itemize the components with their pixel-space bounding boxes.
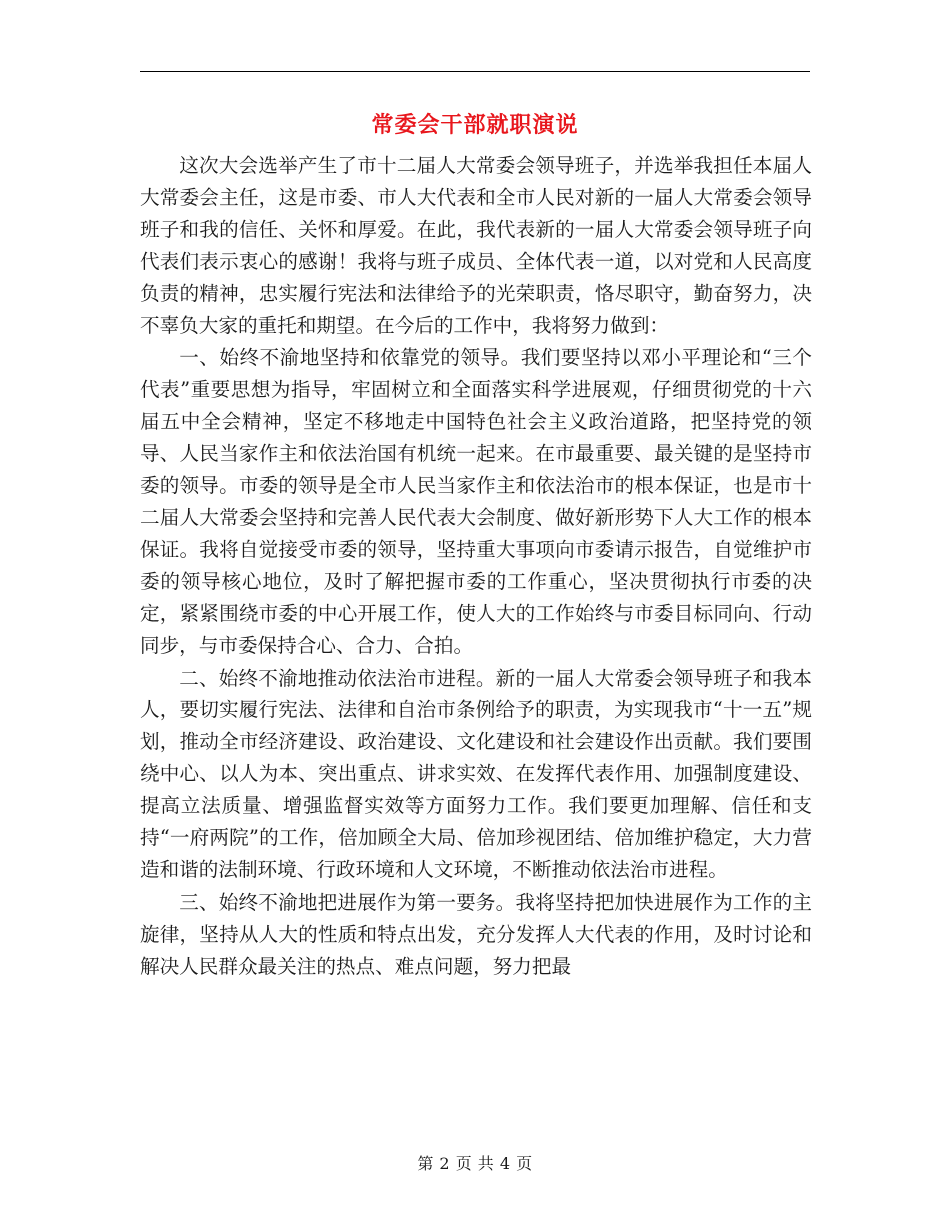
paragraph-intro: 这次大会选举产生了市十二届人大常委会领导班子，并选举我担任本届人大常委会主任，这是市委、市人大代表和全市人民对新的一届人大常委会领导班子和我的信任、关怀和厚爱。在此，我代表新的一届人大常委会领导班子向代表们表示衷心的感谢！我将与班子成员、全体代表一道，以对党和人民高度负责的精神，忠实履行宪法和法律给予的光荣职责，恪尽职守，勤奋努力，决不辜负大家的重托和期望。在今后的工作中，我将努力做到： bbox=[140, 154, 812, 337]
paragraph-point-two: 二、始终不渝地推动依法治市进程。新的一届人大常委会领导班子和我本人，要切实履行宪法、法律和自治市条例给予的职责，为实现我市“十一五”规划，推动全市经济建设、政治建设、文化建设和社会建设作出贡献。我们要围绕中心、以人为本、突出重点、讲求实效、在发挥代表作用、加强制度建设、提高立法质量、增强监督实效等方面努力工作。我们要更加理解、信任和支持“一府两院”的工作，倍加顾全大局、倍加珍视团结、倍加维护稳定，大力营造和谐的法制环境、行政环境和人文环境，不断推动依法治市进程。 bbox=[140, 666, 812, 881]
paragraph-point-three: 三、始终不渝地把进展作为第一要务。我将坚持把加快进展作为工作的主旋律，坚持从人大的性质和特点出发，充分发挥人大代表的作用，及时讨论和解决人民群众最关注的热点、难点问题，努力把最 bbox=[140, 890, 812, 978]
document-title: 常委会干部就职演说 bbox=[371, 112, 579, 138]
document-body bbox=[140, 150, 812, 983]
paragraph-point-one: 一、始终不渝地坚持和依靠党的领导。我们要坚持以邓小平理论和“三个代表”重要思想为指导，牢固树立和全面落实科学进展观，仔细贯彻党的十六届五中全会精神，坚定不移地走中国特色社会主义政治道路，把坚持党的领导、人民当家作主和依法治国有机统一起来。在市最重要、最关键的是坚持市委的领导。市委的领导是全市人民当家作主和依法治市的根本保证，也是市十二届人大常委会坚持和完善人民代表大会制度、做好新形势下人大工作的根本保证。我将自觉接受市委的领导，坚持重大事项向市委请示报告，自觉维护市委的领导核心地位，及时了解把握市委的工作重心，坚决贯彻执行市委的决定，紧紧围绕市委的中心开展工作，使人大的工作始终与市委目标同向、行动同步，与市委保持合心、合力、合拍。 bbox=[140, 346, 812, 657]
page-number: 第 2 页 共 4 页 bbox=[417, 1154, 533, 1173]
header-rule bbox=[140, 71, 810, 72]
